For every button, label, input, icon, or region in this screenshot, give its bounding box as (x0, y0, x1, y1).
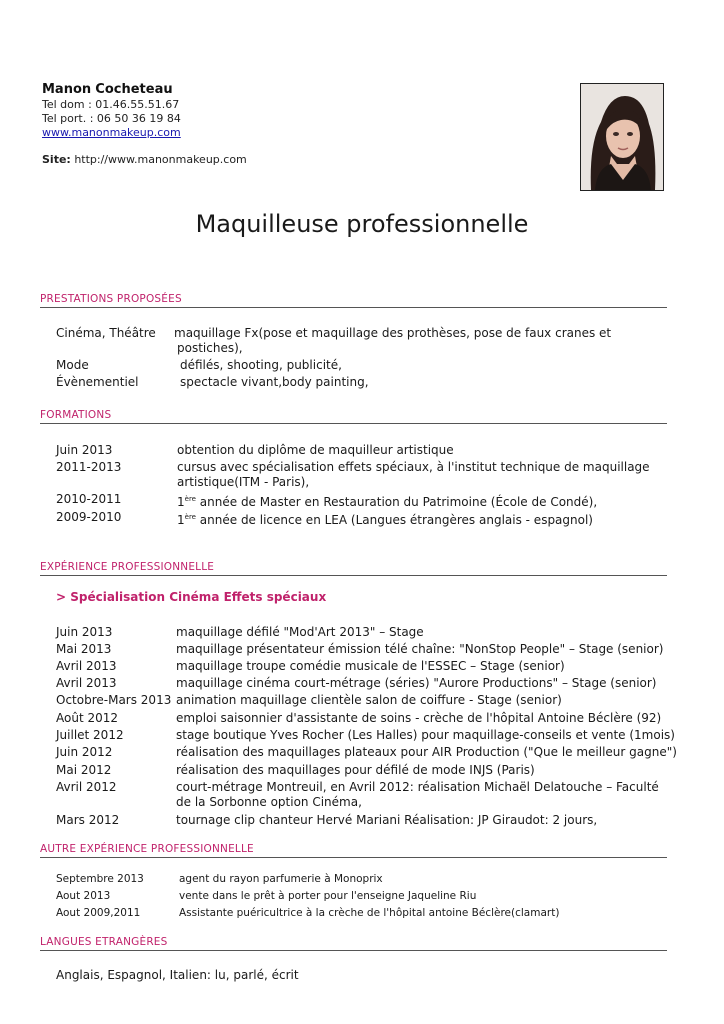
prestation-text: spectacle vivant,body painting, (180, 375, 369, 389)
specialisation-heading: > Spécialisation Cinéma Effets spéciaux (56, 590, 327, 604)
website-link[interactable]: www.manonmakeup.com (42, 126, 181, 139)
experience-row (0, 780, 724, 812)
formation-row (0, 510, 724, 526)
last-name: Cocheteau (95, 82, 173, 97)
formation-text: cursus avec spécialisation effets spéciaux, à l'institut technique de maquillage (177, 460, 650, 474)
formation-row (0, 443, 724, 459)
experience-row (0, 625, 724, 641)
ordinal-sup: ère (184, 495, 196, 503)
experience-date: Mars 2012 (56, 813, 120, 827)
portrait-image (581, 84, 663, 190)
experience-row (0, 693, 724, 709)
experience-text: réalisation des maquillages plateaux pour AIR Production ("Que le meilleur gagne") (176, 745, 677, 759)
ordinal-sup: ère (184, 513, 196, 521)
prestation-text-cont: postiches), (177, 341, 243, 355)
formation-text: obtention du diplôme de maquilleur artistique (177, 443, 454, 457)
tel-dom: Tel dom : 01.46.55.51.67 (42, 98, 180, 111)
experience-text: tournage clip chanteur Hervé Mariani Réalisation: JP Giraudot: 2 jours, (176, 813, 598, 827)
experience-date: Août 2012 (56, 711, 119, 725)
autre-date: Aout 2009,2011 (56, 907, 141, 919)
site-url[interactable]: http://www.manonmakeup.com (74, 153, 247, 166)
experience-text: maquillage présentateur émission télé chaîne: "NonStop People" – Stage (senior) (176, 642, 664, 656)
experience-date: Mai 2013 (56, 642, 112, 656)
section-prestations: PRESTATIONS PROPOSÉES (40, 293, 667, 308)
formation-text (177, 492, 597, 510)
experience-date: Juillet 2012 (56, 728, 124, 742)
section-autre-experience: AUTRE EXPÉRIENCE PROFESSIONNELLE (40, 843, 667, 858)
autre-row (0, 872, 724, 886)
prestation-text: défilés, shooting, publicité, (180, 358, 342, 372)
formation-row (0, 460, 724, 492)
formation-row (0, 492, 724, 508)
langues-text: Anglais, Espagnol, Italien: lu, parlé, écrit (56, 968, 299, 982)
tel-port: Tel port. : 06 50 36 19 84 (42, 112, 181, 125)
autre-text: agent du rayon parfumerie à Monoprix (179, 873, 383, 885)
prestation-row (0, 326, 724, 360)
experience-text: maquillage défilé "Mod'Art 2013" – Stage (176, 625, 424, 639)
experience-row (0, 676, 724, 692)
prestation-label: Cinéma, Théâtre (56, 326, 156, 340)
formation-text (177, 510, 593, 528)
autre-text: Assistante puéricultrice à la crèche de l'hôpital antoine Béclère(clamart) (179, 907, 560, 919)
experience-text-cont: de la Sorbonne option Cinéma, (176, 795, 362, 809)
autre-date: Aout 2013 (56, 890, 111, 902)
experience-date: Avril 2012 (56, 780, 117, 794)
experience-text: stage boutique Yves Rocher (Les Halles) pour maquillage-conseils et vente (1mois) (176, 728, 675, 742)
experience-date: Juin 2013 (56, 625, 113, 639)
prestation-text: maquillage Fx(pose et maquillage des prothèses, pose de faux cranes et (174, 326, 612, 340)
candidate-name (42, 82, 173, 97)
experience-date: Octobre-Mars 2013 (56, 693, 172, 707)
site-label: Site: (42, 153, 71, 166)
prestation-label: Mode (56, 358, 89, 372)
formation-detail: année de licence en LEA (Langues étrangères anglais - espagnol) (195, 513, 593, 527)
section-experience: EXPÉRIENCE PROFESSIONNELLE (40, 561, 667, 576)
formation-detail: année de Master en Restauration du Patrimoine (École de Condé), (195, 495, 598, 509)
prestation-row (0, 358, 724, 374)
experience-row (0, 711, 724, 727)
experience-text: court-métrage Montreuil, en Avril 2012: réalisation Michaël Delatouche – Faculté (176, 780, 659, 794)
experience-row (0, 728, 724, 744)
experience-text: maquillage troupe comédie musicale de l'ESSEC – Stage (senior) (176, 659, 565, 673)
experience-date: Avril 2013 (56, 676, 117, 690)
profile-photo (580, 83, 664, 191)
formation-date: 2010-2011 (56, 492, 122, 506)
experience-date: Avril 2013 (56, 659, 117, 673)
formation-text-cont: artistique(ITM - Paris), (177, 475, 310, 489)
experience-text: emploi saisonnier d'assistante de soins - crèche de l'hôpital Antoine Béclère (92) (176, 711, 662, 725)
experience-text: réalisation des maquillages pour défilé de mode INJS (Paris) (176, 763, 535, 777)
section-langues: LANGUES ETRANGÈRES (40, 936, 667, 951)
autre-row (0, 906, 724, 920)
experience-text: animation maquillage clientèle salon de coiffure - Stage (senior) (176, 693, 562, 707)
section-formations: FORMATIONS (40, 409, 667, 424)
experience-row (0, 642, 724, 658)
formation-date: Juin 2013 (56, 443, 113, 457)
experience-row (0, 659, 724, 675)
experience-date: Juin 2012 (56, 745, 113, 759)
formation-date: 2009-2010 (56, 510, 122, 524)
ordinal: 1 (177, 513, 185, 527)
experience-row (0, 763, 724, 779)
prestation-label: Évènementiel (56, 375, 139, 389)
ordinal: 1 (177, 495, 185, 509)
experience-date: Mai 2012 (56, 763, 112, 777)
autre-text: vente dans le prêt à porter pour l'enseigne Jaqueline Riu (179, 890, 477, 902)
experience-row (0, 745, 724, 761)
page-title: Maquilleuse professionnelle (195, 210, 529, 238)
site-line (42, 153, 247, 167)
experience-text: maquillage cinéma court-métrage (séries) "Aurore Productions" – Stage (senior) (176, 676, 657, 690)
first-name: Manon (42, 82, 92, 97)
formation-date: 2011-2013 (56, 460, 122, 474)
prestation-row (0, 375, 724, 391)
autre-date: Septembre 2013 (56, 873, 144, 885)
experience-row (0, 813, 724, 829)
autre-row (0, 889, 724, 903)
